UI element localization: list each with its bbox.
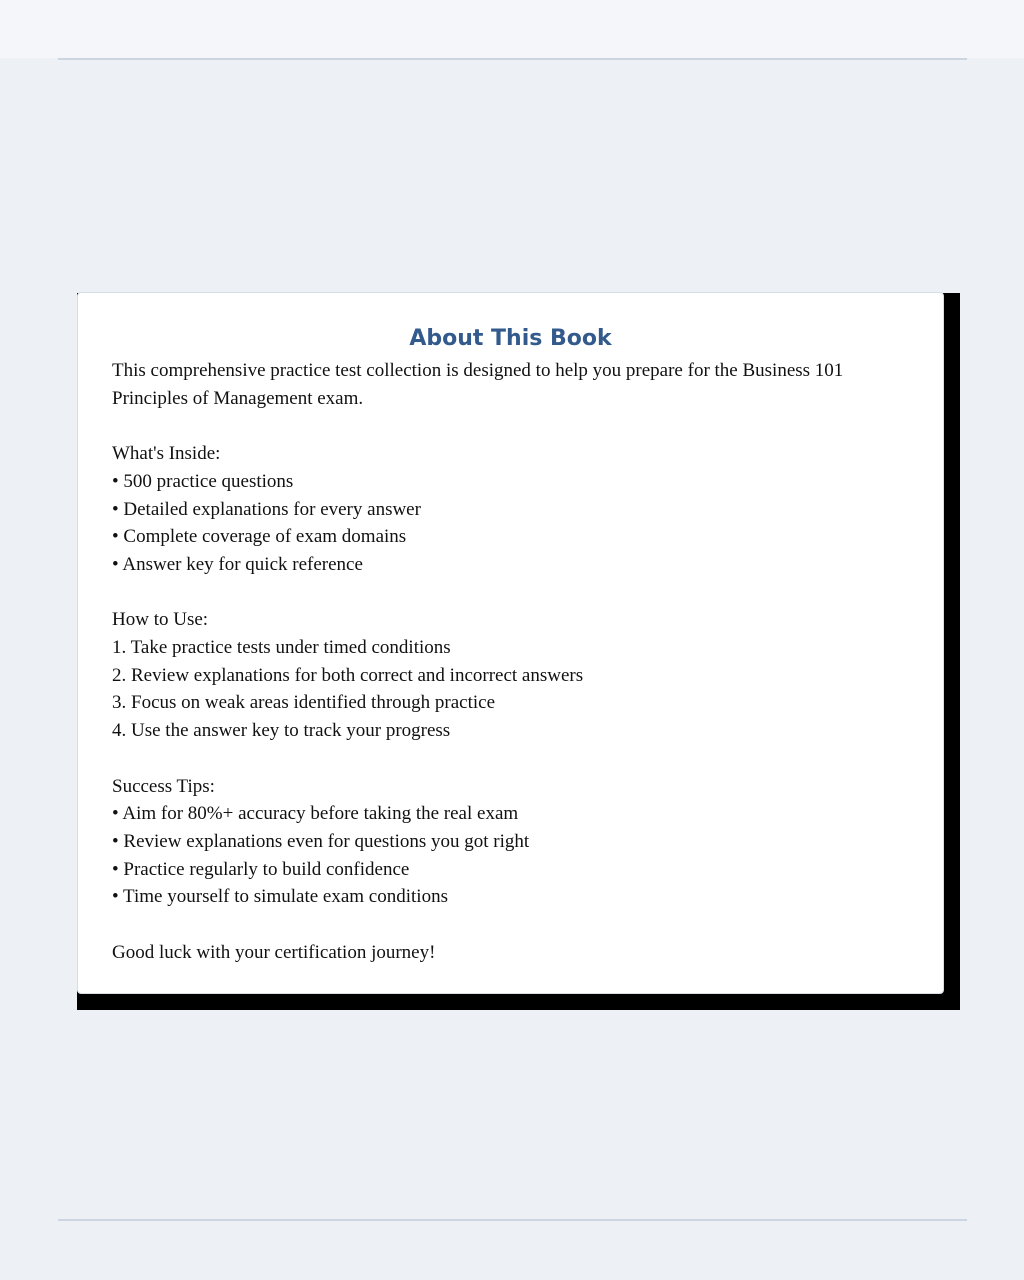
header-divider [58,58,967,60]
list-item: • Practice regularly to build confidence [112,858,410,880]
list-item: • Aim for 80%+ accuracy before taking the real exam [112,803,519,825]
list-item: 4. Use the answer key to track your progress [112,720,451,742]
list-item: 2. Review explanations for both correct and incorrect answers [112,664,584,686]
intro-paragraph: This comprehensive practice test collection is designed to help you prepare for the Business 101 Principles of Management exam. [112,360,844,409]
list-item: • 500 practice questions [112,470,294,492]
spacer [112,579,909,607]
list-item: 1. Take practice tests under timed conditions [112,637,451,658]
list-item: 3. Focus on weak areas identified through practice [112,692,496,714]
section-heading-inside: What's Inside: [112,443,221,465]
list-item: • Review explanations even for questions you got right [112,830,530,852]
section-heading-tips: Success Tips: [112,775,215,797]
list-item: • Answer key for quick reference [112,553,363,575]
section-heading-how-to-use: How to Use: [112,609,209,631]
list-item: • Complete coverage of exam domains [112,526,407,548]
about-book-card [77,292,944,994]
footer-divider [58,1219,967,1221]
spacer [112,745,909,773]
list-item: • Time yourself to simulate exam conditions [112,886,448,908]
card-title: About This Book [409,326,612,351]
closing-line: Good luck with your certification journey! [112,941,436,963]
card-body [112,357,909,966]
spacer [112,911,909,939]
list-item: • Detailed explanations for every answer [112,498,421,520]
spacer [112,412,909,440]
top-bar [0,0,1024,58]
